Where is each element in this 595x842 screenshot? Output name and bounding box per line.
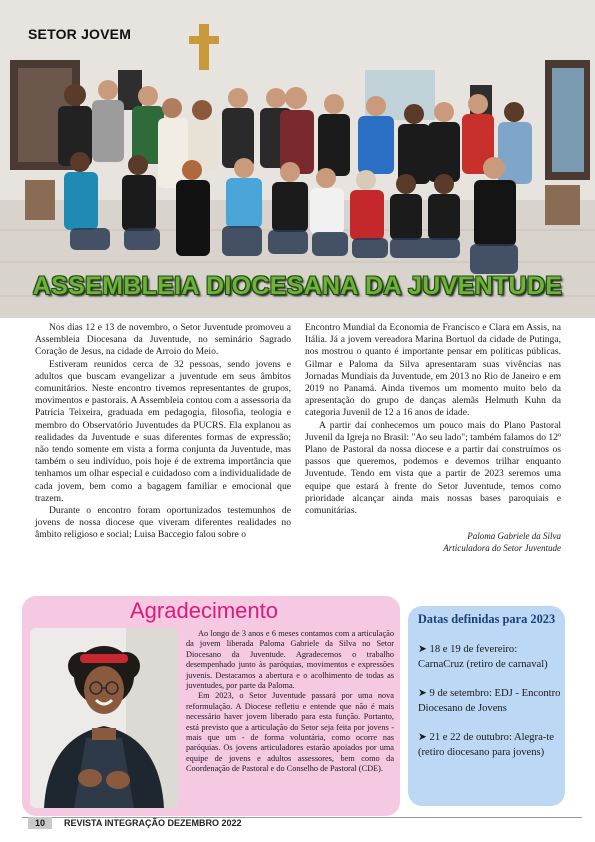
portrait-photo bbox=[30, 628, 178, 808]
thanks-text bbox=[186, 629, 394, 775]
author-name: Paloma Gabriele da Silva bbox=[467, 531, 561, 542]
author-role: Articuladora do Setor Juventude bbox=[443, 542, 561, 553]
thanks-paragraph: Em 2023, o Setor Juventude passará por uma nova reformulação. A Diocese refletiu e entende que não é mais necessário haver jovem liberado para esta função. Portanto, está previsto que a articulação do Setor seja feita por jovens - mais que um - de forma voluntária, como ocorre nas paróquias. Os jovens articuladores estarão apoiados por uma equipe de jovens e adultos assessores, bem como da Coordenação de Pastoral e do Conselho de Pastoral (CDE). bbox=[186, 691, 394, 774]
article-column-left bbox=[35, 322, 291, 542]
publication-name: REVISTA INTEGRAÇÃO DEZEMBRO 2022 bbox=[64, 818, 242, 828]
article-paragraph: Durante o encontro foram oportunizados testemunhos de jovens de nossa diocese que viveram diferentes realidades no âmbito religioso e social; Luisa Baccegio falou sobre o bbox=[35, 505, 291, 541]
group-photo bbox=[0, 0, 595, 318]
dates-title: Datas definidas para 2023 bbox=[417, 612, 556, 626]
page-headline: ASSEMBLEIA DIOCESANA DA JUVENTUDE bbox=[32, 272, 563, 300]
dates-list bbox=[418, 642, 563, 774]
section-label: SETOR JOVEM bbox=[28, 26, 132, 42]
article-signature bbox=[305, 531, 561, 554]
group-photo-illustration bbox=[0, 0, 595, 318]
page-number: 10 bbox=[28, 817, 52, 829]
date-item: ➤ 9 de setembro: EDJ - Encontro Diocesano de Jovens bbox=[418, 688, 561, 714]
article-column-right bbox=[305, 322, 561, 554]
portrait-illustration bbox=[30, 628, 178, 808]
article-paragraph: Encontro Mundial da Economia de Francisco e Clara em Assis, na Itália. Já a jovem vereadora Marina Bortuol da cidade de Putinga, nos mostrou o quanto é importante pensar em políticas públicas. Gilmar e Paloma da Silva apresentaram suas vivências nas Jornadas Mundiais da Juventude, em 2013 no Rio de Janeiro e em 2019 no Panamá. Ainda tivemos um momento muito belo da apresentação do grupo de danças alemãs Helmuth Kuhn da categoria Juvenil de 12 a 16 anos de idade. bbox=[305, 322, 561, 419]
article-paragraph: Estiveram reunidos cerca de 32 pessoas, sendo jovens e adultos que buscam evangelizar a juventude em seus âmbitos comunitários. Neste encontro tivemos representantes de grupos, movimentos e pastorais. A Assembleia contou com a assessoria da Patrícia Teixeira, graduada em pedagogia, filosofia, teologia e membro do Observatório Juventudes da PUCRS. Ela explanou as realidades da Juventude e suas diferentes formas de expressão; não tendo somente em vista a forma conjunta da Juventude, mas também o seu indivíduo, pois hoje é de extrema importância que tenhamos um olhar especial e cuidadoso com a individualidade de cada jovem, bem como a bagagem familiar e emocional que trazem. bbox=[35, 358, 291, 504]
article-paragraph: Nos dias 12 e 13 de novembro, o Setor Juventude promoveu a Assembleia Diocesana da Juventude, no seminário Sagrado Coração de Jesus, na cidade de Arroio do Meio. bbox=[35, 322, 291, 358]
thanks-paragraph: Ao longo de 3 anos e 6 meses contamos com a articulação da jovem liberada Paloma Gabriele da Silva no Setor Diocesano da Juventude. Agradecemos o trabalho desempenhado junto às paróquias, movimentos e expressões juvenis. Destacamos a abertura e o acolhimento de todas as juventudes, por parte da Paloma. bbox=[186, 629, 394, 691]
date-item: ➤ 18 e 19 de fevereiro: CarnaCruz (retiro de carnaval) bbox=[418, 644, 548, 670]
article-paragraph: A partir daí conhecemos um pouco mais do Plano Pastoral Juvenil da Igreja no Brasil: "Ao seu lado"; também falamos do 12º Plano de Pastoral da nossa diocese e a partir daí construímos os passos que queremos, podemos e devemos trilhar enquanto Juventude. Tendo em vista que a partir de 2023 seremos uma equipe que estará à frente do Setor Juventude, temos como prioridade alcançar ainda mais nossas bases paroquiais e comunitárias. bbox=[305, 419, 561, 517]
date-item: ➤ 21 e 22 de outubro: Alegra-te (retiro diocesano para jovens) bbox=[418, 732, 554, 758]
thanks-title: Agradecimento bbox=[130, 598, 278, 623]
